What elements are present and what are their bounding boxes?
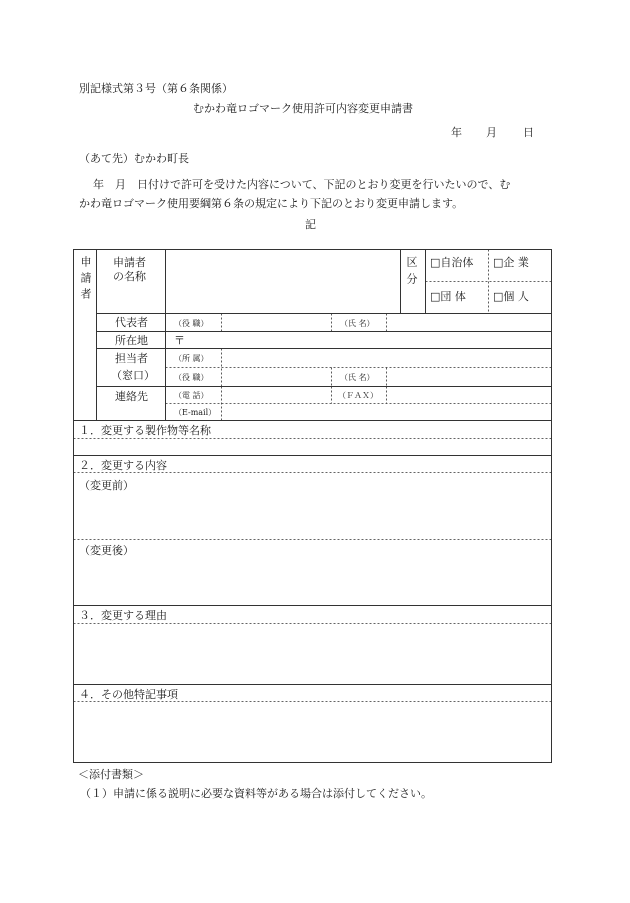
contact-role-field[interactable] (222, 368, 331, 386)
fax-label: （ＦＡＸ） (338, 391, 378, 400)
ki-label: 記 (305, 218, 316, 231)
reason-field[interactable] (74, 624, 551, 684)
section-4-heading: ４．その他特記事項 (79, 688, 178, 701)
applicant-name-field[interactable] (166, 250, 400, 313)
page-title: むかわ竜ロゴマーク使用許可内容変更申請書 (193, 102, 413, 115)
contact-dept-label: （所 属） (174, 354, 209, 363)
before-change-field[interactable] (74, 473, 551, 539)
option-individual[interactable]: □個 人 (493, 290, 529, 303)
fax-field[interactable] (387, 387, 551, 403)
attachments-item-1: （１）申請に係る説明に必要な資料等がある場合は添付してください。 (80, 787, 432, 800)
representative-role-label: （役 職） (174, 319, 209, 328)
section-1-heading: １．変更する製作物等名称 (79, 424, 211, 437)
contact-name-label: （氏 名） (340, 373, 375, 382)
contact-person-label-2: （窓口） (111, 369, 155, 382)
date-month: 月 (486, 126, 497, 139)
category-label: 区分 (405, 256, 418, 290)
other-notes-field[interactable] (74, 702, 551, 762)
email-label: （E-mail） (174, 408, 217, 417)
contact-role-label: （役 職） (174, 373, 209, 382)
contact-name-field[interactable] (387, 368, 551, 386)
representative-label: 代表者 (115, 316, 148, 329)
attachments-heading: ＜添付書類＞ (78, 768, 144, 781)
representative-name-field[interactable] (387, 314, 551, 331)
option-organization[interactable]: □団 体 (430, 290, 466, 303)
before-change-label: （変更前） (79, 479, 134, 492)
contact-dept-field[interactable] (222, 349, 551, 367)
postal-mark: 〒 (174, 334, 185, 347)
email-field[interactable] (222, 404, 551, 420)
option-company[interactable]: □企 業 (493, 256, 529, 269)
contact-label: 連絡先 (115, 390, 148, 403)
option-municipality[interactable]: □自治体 (430, 256, 474, 269)
after-change-field[interactable] (74, 540, 551, 605)
addressee: （あて先）むかわ町長 (79, 152, 189, 165)
intro-line-1: 年 月 日付けで許可を受けた内容について、下記のとおり変更を行いたいので、む (93, 178, 511, 191)
product-name-field[interactable] (74, 439, 551, 455)
after-change-label: （変更後） (79, 544, 134, 557)
date-day: 日 (523, 126, 534, 139)
applicant-section-label: 申請者 (79, 256, 92, 304)
applicant-name-label-1: 申請者 (113, 256, 146, 269)
contact-person-label-1: 担当者 (115, 352, 148, 365)
address-label: 所在地 (115, 334, 148, 347)
section-2-heading: ２．変更する内容 (79, 459, 167, 472)
address-field[interactable] (186, 332, 551, 348)
section-3-heading: ３．変更する理由 (79, 609, 167, 622)
form-number: 別記様式第３号（第６条関係） (79, 82, 233, 95)
intro-line-2: かわ竜ロゴマーク使用要綱第６条の規定により下記のとおり変更申請します。 (79, 197, 464, 210)
representative-role-field[interactable] (222, 314, 331, 331)
tel-label: （電 話） (174, 391, 209, 400)
date-year: 年 (451, 126, 462, 139)
tel-field[interactable] (222, 387, 331, 403)
applicant-name-label-2: の名称 (113, 270, 146, 283)
representative-name-label: （氏 名） (340, 319, 375, 328)
